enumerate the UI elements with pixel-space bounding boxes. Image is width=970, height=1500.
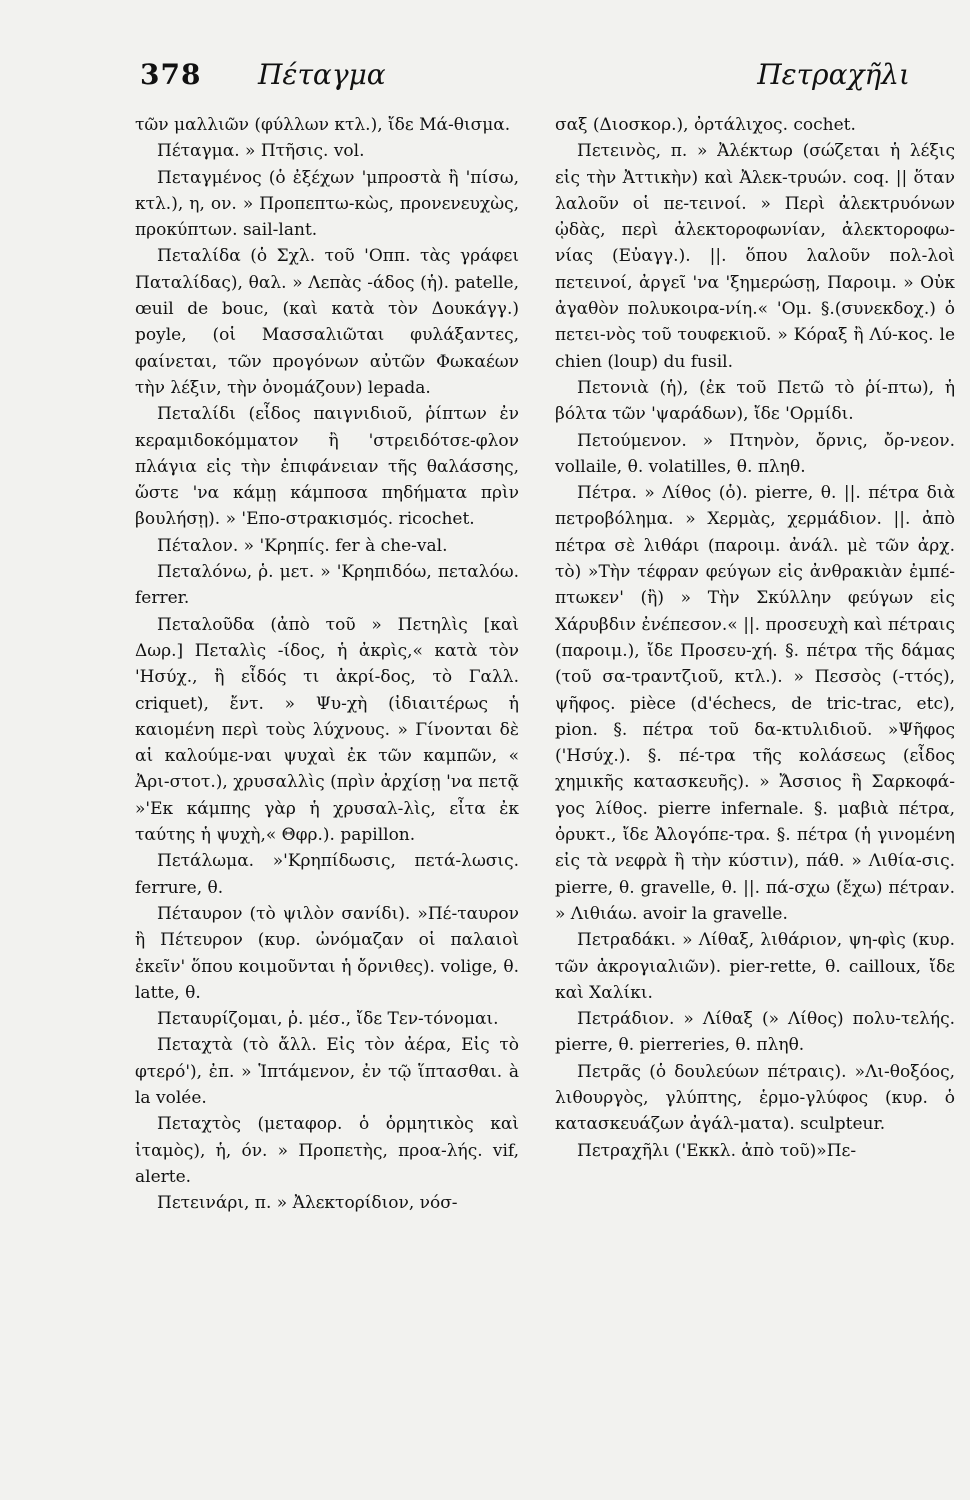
dictionary-entry: Πεταλόνω, ῥ. μετ. » 'Κρηπιδόω, πεταλόω. ferrer. [135, 562, 519, 609]
dictionary-entry: Πεταυρίζομαι, ῥ. μέσ., ἴδε Τεν-τόνομαι. [157, 1009, 499, 1030]
page-number: 378 [140, 58, 202, 91]
dictionary-entry: Πεταλίδι (εἶδος παιγνιδιοῦ, ῥίπτων ἐν κεραμιδοκόμματον ἢ 'στρειδότσε-φλον πλάγια εἰς τὴν ἐπιφάνειαν τῆς θαλάσσης, ὥστε 'να κάμῃ κάμποσα πηδήματα πρὶν βουλήσῃ). » 'Επο-στρακισμός. ricochet. [135, 404, 519, 530]
dictionary-entry: Πετραχῆλι ('Εκκλ. ἀπὸ τοῦ)»Πε- [577, 1140, 857, 1161]
dictionary-entry: Πεταλοῦδα (ἀπὸ τοῦ » Πετηλὶς [καὶ Δωρ.] Πεταλὶς -ίδος, ἡ ἀκρὶς,« κατὰ τὸν 'Ησύχ., ἢ εἶδός τι ἀκρί-δος, τὸ Γαλλ. criquet), ἔντ. » Ψυ-χὴ (ἰδιαιτέρως ἡ καιομένη περὶ τοὺς λύχνους. » Γίνονται δὲ αἱ καλούμε-ναι ψυχαὶ ἐκ τῶν καμπῶν, « Ἀρι-στοτ.), χρυσαλλὶς (πρὶν ἀρχίσῃ 'να πετᾷ »'Εκ κάμπης γὰρ ἡ χρυσαλ-λὶς, εἶτα ἐκ ταύτης ἡ ψυχὴ,« Θφρ.). papillon. [135, 614, 519, 846]
page-header [140, 58, 910, 102]
dictionary-entry: Πέταυρον (τὸ ψιλὸν σανίδι). »Πέ-ταυρον ἢ Πέτευρον (κυρ. ὠνόμαζαν οἱ παλαιοὶ ἐκεῖν' ὅπου κοιμοῦνται ἡ ὄρνιθες). volige, θ. latte, θ. [135, 903, 519, 1003]
dictionary-entry: Πετονιὰ (ἡ), (ἐκ τοῦ Πετῶ τὸ ῥί-πτω), ἡ βόλτα τῶν 'ψαράδων), ἴδε 'Ορμίδι. [555, 377, 955, 425]
dictionary-entry: Πεταχτὸς (μεταφορ. ὁ ὁρμητικὸς καὶ ἰταμὸς), ἡ, όν. » Προπετὴς, προα-λής. vif, alerte. [135, 1114, 519, 1187]
headword-right: Πετραχῆλι [757, 58, 910, 91]
dictionary-entry: Πετεινάρι, π. » Ἀλεκτορίδιον, νόσ- [157, 1193, 458, 1214]
right-column [555, 112, 955, 1164]
dictionary-entry: τῶν μαλλιῶν (φύλλων κτλ.), ἴδε Μά-θισμα. [135, 115, 511, 135]
dictionary-entry: Πετάλωμα. »'Κρηπίδωσις, πετά-λωσις. ferrure, θ. [135, 851, 519, 898]
dictionary-entry: Πέταγμα. » Πτῆσις. vol. [157, 141, 365, 162]
dictionary-entry: Πέταλον. » 'Κρηπίς. fer à che-val. [157, 535, 448, 556]
dictionary-entry: Πετρᾶς (ὁ δουλεύων πέτραις). »Λι-θοξόος, λιθουργὸς, γλύπτης, ἑρμο-γλύφος (κυρ. ὁ κατασκευάζων ἀγάλ-ματα). sculpteur. [555, 1061, 955, 1135]
dictionary-entry: σαξ (Διοσκορ.), ὀρτάλιχος. cochet. [555, 115, 856, 135]
dictionary-entry: Πεταγμένος (ὁ ἐξέχων 'μπροστὰ ἢ 'πίσω, κτλ.), η, ον. » Προπεπτω-κὼς, προνενευχὼς, προκύπτων. sail-lant. [135, 167, 519, 241]
headword-left: Πέταγμα [258, 58, 386, 91]
dictionary-entry: Πετούμενον. » Πτηνὸν, ὄρνις, ὄρ-νεον. vollaile, θ. volatilles, θ. πληθ. [555, 430, 955, 477]
dictionary-entry: Πετεινὸς, π. » Ἀλέκτωρ (σώζεται ἡ λέξις εἰς τὴν Ἀττικὴν) καὶ Ἀλεκ-τρυών. coq. || ὅταν λαλοῦν οἱ πε-τεινοί. » Περὶ ἀλεκτρυόνων ᾠδὰς, περὶ ἀλεκτοροφωνίαν, ἀλεκτοροφω-νίας (Εὐαγγ.). ||. ὅπου λαλοῦν πολ-λοὶ πετεινοί, ἀργεῖ 'να 'ξημερώσῃ, Παροιμ. » Οὐκ ἀγαθὸν πολυκοιρα-νίη.« 'Ομ. §.(συνεκδοχ.) ὁ πετει-νὸς τοῦ τουφεκιοῦ. » Κόραξ ἢ Λύ-κος. le chien (loup) du fusil. [555, 141, 955, 372]
dictionary-entry: Πεταχτὰ (τὸ ἄλλ. Εἰς τὸν ἀέρα, Εἰς τὸ φτερό'), ἐπ. » Ἱπτάμενον, ἐν τῷ ἵπτασθαι. à la volée. [135, 1035, 519, 1108]
dictionary-entry: Πετραδάκι. » Λίθαξ, λιθάριον, ψη-φὶς (κυρ. τῶν ἀκρογιαλιῶν). pier-rette, θ. cailloux, ἴδε καὶ Χαλίκι. [555, 930, 955, 1003]
dictionary-entry: Πετράδιον. » Λίθαξ (» Λίθος) πολυ-τελής. pierre, θ. pierreries, θ. πληθ. [555, 1009, 955, 1056]
dictionary-entry: Πέτρα. » Λίθος (ὁ). pierre, θ. ||. πέτρα διὰ πετροβόλημα. » Χερμὰς, χερμάδιον. ||. ἀπὸ πέτρα σὲ λιθάρι (παροιμ. ἀνάλ. μὲ τῶν ἀρχ. τὸ) »Τὴν τέφραν φεύγων εἰς ἀνθρακιὰν ἐμπέ-πτωκεν' (ἢ) » Τὴν Σκύλλην φεύγων εἰς Χάρυβδιν ἐνέπεσον.« ||. προσευχὴ καὶ πέτραις (παροιμ.), ἴδε Προσευ-χή. §. πέτρα τῆς δάμας (τοῦ σα-τραντζιοῦ, κτλ.). » Πεσσὸς (-ττός), ψῆφος. pièce (d'échecs, de tric-trac, etc), pion. §. πέτρα τοῦ δα-κτυλιδιοῦ. »Ψῆφος ('Ησύχ.). §. πέ-τρα τῆς κολάσεως (εἶδος χημικῆς κατασκευῆς). » Ἄσσιος ἢ Σαρκοφά-γος λίθος. pierre infernale. §. μαβιὰ πέτρα, ὀρυκτ., ἴδε Ἀλογόπε-τρα. §. πέτρα (ἡ γινομένη εἰς τὰ νεφρὰ ἢ τὴν κύστιν), πάθ. » Λιθία-σις. pierre, θ. gravelle, θ. ||. πά-σχω (ἔχω) πέτραν. » Λιθιάω. avoir la gravelle. [555, 483, 955, 924]
dictionary-entry: Πεταλίδα (ὁ Σχλ. τοῦ 'Οππ. τὰς γράφει Παταλίδας), θαλ. » Λεπὰς -άδος (ἡ). patelle, œuil de bouc, (καὶ κατὰ τὸν Δουκάγγ.) poyle, (οἱ Μασσαλιῶται φυλάξαντες, φαίνεται, τῶν προγόνων αὐτῶν Φωκαέων τὴν λέξιν, τὴν ὀνομάζουν) lepada. [135, 246, 519, 398]
left-column [135, 112, 519, 1216]
